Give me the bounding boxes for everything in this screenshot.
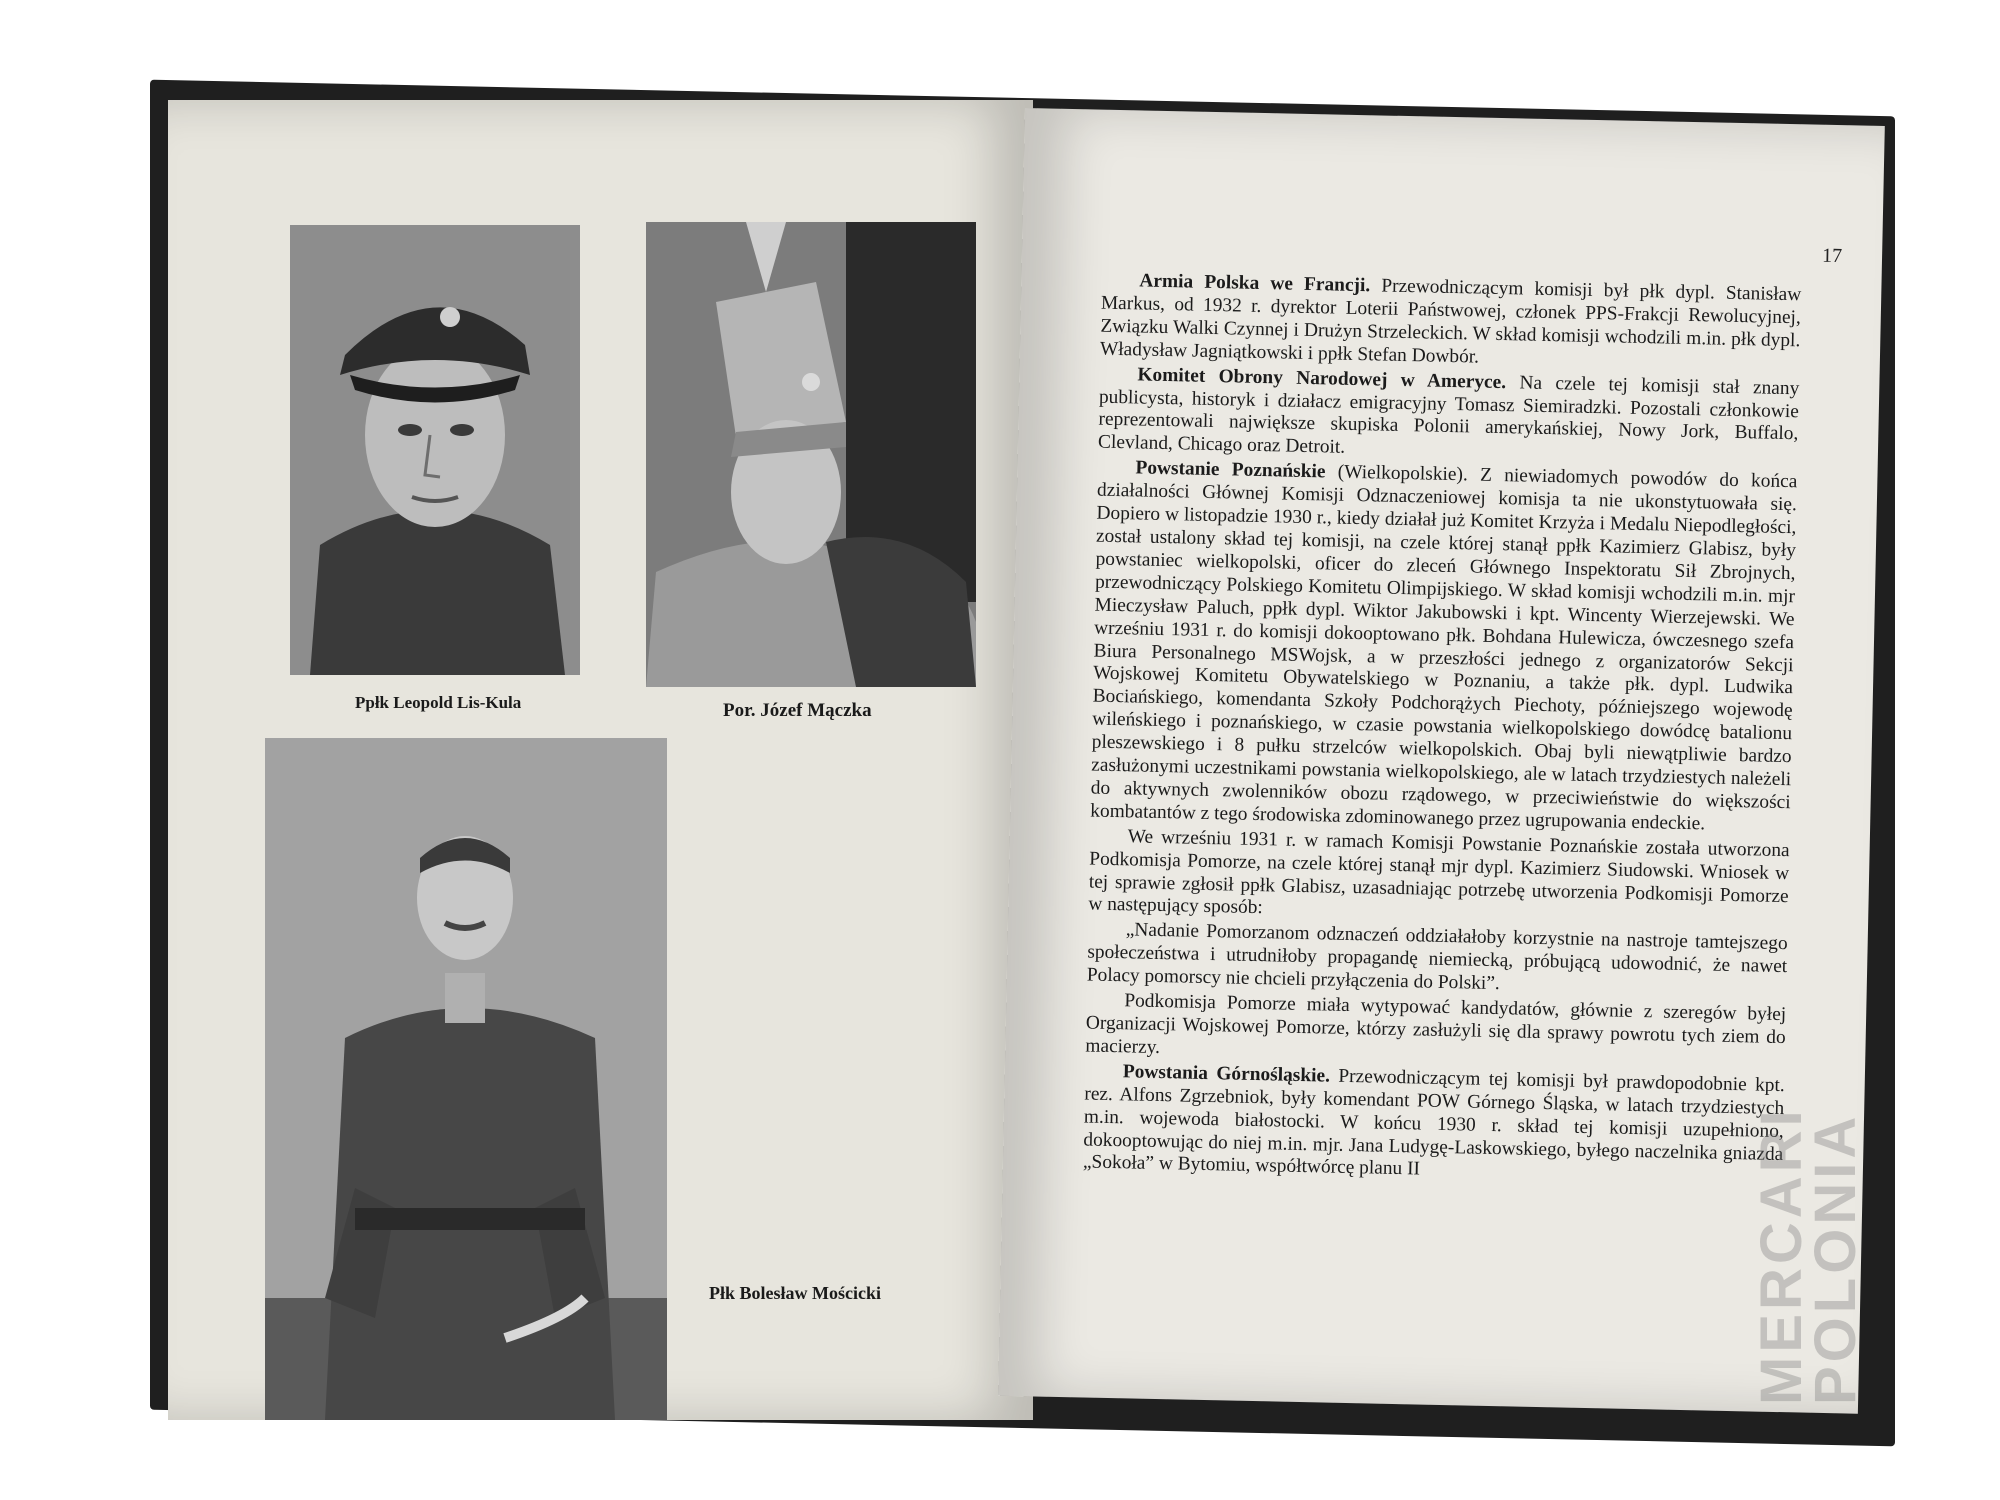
portrait-soldier-standing-icon xyxy=(265,738,667,1420)
paragraph-lead: Armia Polska we Francji. xyxy=(1139,270,1371,297)
paragraph-lead: Komitet Obrony Narodowej w Ameryce. xyxy=(1137,364,1507,393)
paragraph-text: Podkomisja Pomorze miała wytypować kandydatów, głównie z szeregów byłej Organizacji Wojskowej Pomorze, którzy zasłużyli się dla sprawy powrotu tych ziem do macierzy. xyxy=(1085,990,1787,1058)
page-number: 17 xyxy=(1821,244,1843,268)
paragraph-lead: Powstania Górnośląskie. xyxy=(1122,1061,1331,1087)
paragraph-text: We wrześniu 1931 r. w ramach Komisji Powstanie Poznańskie została utworzona Podkomisja Pomorze, na czele której stanął mjr dypl. Kazimierz Siudowski. Wniosek w tej sprawie zgłosił ppłk Glabisz, uzasadniając potrzebę utworzenia Podkomisji Pomorze w następujący sposób: xyxy=(1088,826,1790,919)
photo-lis-kula xyxy=(290,225,580,675)
watermark-line: MERCARI xyxy=(1749,1106,1814,1405)
paragraph-quote xyxy=(1087,919,1788,1002)
portrait-soldier-cap-icon xyxy=(290,225,580,675)
photo-maczka xyxy=(646,222,976,687)
portrait-soldier-helmet-icon xyxy=(646,222,976,687)
watermark xyxy=(1749,1085,1875,1405)
paragraph-text: (Wielkopolskie). Z niewiadomych powodów do końca działalności Głównej Komisji Odznaczeniowej komisja ta nie ukonstytuowała się. Dopiero w listopadzie 1930 r., kiedy działał już Komitet Krzyża i Medalu Niepodległości, został ustalony skład tej komisji, na czele której stanął ppłk Kazimierz Glabisz, były powstaniec wielkopolski, oficer do zleceń Głównego Inspektoratu Sił Zbrojnych, przewodniczący Polskiego Komitetu Olimpijskiego. W skład komisji wchodzili m.in. mjr Mieczysław Paluch, ppłk dypl. Wiktor Jakubowski i kpt. Wincenty Wierzejewski. We wrześniu 1931 r. do komisji dokooptowano płk. Bohdana Hulewicza, ówczesnego szefa Biura Personalnego MSWojsk, a w przeszłości jednego z organizatorów Sekcji Wojskowej Komitetu Obywatelskiego w Poznaniu, a także płk. dypl. Ludwika Bociańskiego, komendanta Szkoły Podchorążych Piechoty, późniejszego wojewodę wileńskiego i poznańskiego, w czasie powstania wielkopolskiego dowódcę batalionu pleszewskiego i 8 pułku strzelców wielkopolskich. Obaj byli niewątpliwie bardzo zasłużonymi uczestnikami powstania wielkopolskiego, ale w latach trzydziestych należeli do aktywnych zwolenników obozu rządowego, w przeciwieństwie do większości kombatantów z tego środowiska zdominowanego przez ugrupowania endeckie. xyxy=(1090,461,1798,835)
paragraph-text: Na czele tej komisji stał znany publicysta, historyk i działacz emigracyjny Tomasz Siemiradzki. Pozostali członkowie reprezentowali największe skupiska Polonii amerykańskiej, Nowy Jork, Buffalo, Clevland, Chicago oraz Detroit. xyxy=(1097,371,1800,459)
paragraph-powstania-gornoslaskie xyxy=(1083,1060,1785,1189)
body-text xyxy=(1083,270,1802,1192)
paragraph-text: Przewodniczącym komisji był płk dypl. Stanisław Markus, od 1932 r. dyrektor Loterii Państwowej, członek PPS-Frakcji Rewolucyjnej, Związku Walki Czynnej i Drużyn Strzeleckich. W skład komisji wchodzili m.in. płk dypl. Władysław Jagniątkowski i ppłk Stefan Dowbór. xyxy=(1099,275,1802,368)
photo-moscicki xyxy=(265,738,667,1420)
paragraph-armia-polska xyxy=(1100,270,1802,376)
caption-moscicki: Płk Bolesław Mościcki xyxy=(709,1283,881,1303)
paragraph-text: „Nadanie Pomorzanom odznaczeń oddziałałoby korzystnie na nastroje tamtejszego społeczeństwa i utrudniłoby propagandę niemiecką, próbującą udowodnić, że nawet Polacy pomorscy nie chcieli przyłączenia do Polski”. xyxy=(1086,919,1788,995)
left-page xyxy=(168,100,1033,1420)
paragraph-komitet-obrony xyxy=(1098,363,1800,469)
paragraph-lead: Powstanie Poznańskie xyxy=(1135,457,1326,483)
caption-lis-kula: Ppłk Leopold Lis-Kula xyxy=(355,693,522,712)
paragraph-podkomisja-pomorze xyxy=(1088,825,1790,931)
caption-maczka: Por. Józef Mączka xyxy=(723,700,872,721)
paragraph-powstanie-poznanskie xyxy=(1090,457,1798,838)
watermark-line: POLONIA xyxy=(1803,1112,1868,1405)
paragraph-podkomisja-zadania xyxy=(1085,990,1786,1073)
paragraph-text: Przewodniczącym tej komisji był prawdopodobnie kpt. rez. Alfons Zgrzebniok, były komendant POW Górnego Śląska, w latach trzydziestych m.in. wojewoda białostocki. W końcu 1930 r. skład tej komisji uzupełniono, dokooptowując do niej m.in. mjr. Jana Ludygę-Laskowskiego, byłego naczelnika gniazda „Sokoła” w Bytomiu, współtwórcę planu II xyxy=(1082,1065,1785,1180)
